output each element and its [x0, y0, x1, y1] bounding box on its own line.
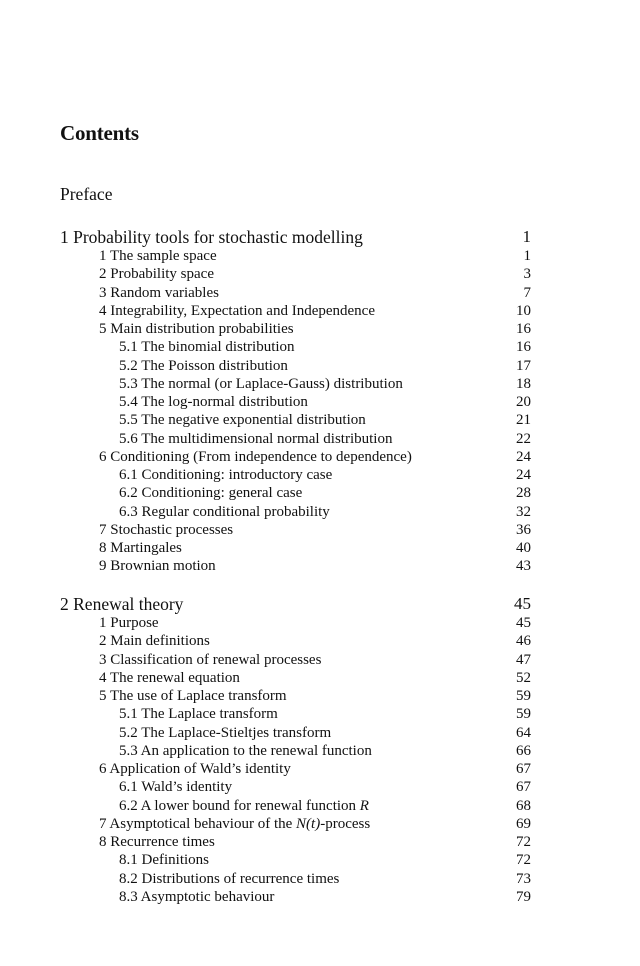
entry-title: 5.2 The Laplace-Stieltjes transform	[119, 724, 332, 741]
entry-title: 1 The sample space	[99, 248, 217, 264]
toc-section[interactable]	[0, 632, 640, 650]
toc-subsection[interactable]	[0, 466, 640, 484]
toc-section[interactable]	[0, 614, 640, 632]
toc-subsection[interactable]	[0, 724, 640, 742]
entry-title: 5.3 An application to the renewal function	[119, 742, 372, 759]
toc-subsection[interactable]	[0, 503, 640, 521]
entry-title: 5.1 The Laplace transform	[119, 706, 278, 723]
entry-title: 5 The use of Laplace transform	[99, 688, 287, 704]
toc-subsection[interactable]	[0, 411, 640, 429]
page-number: 43	[516, 558, 531, 575]
toc-section[interactable]	[0, 669, 640, 687]
entry-title: 5.5 The negative exponential distribution	[119, 412, 366, 429]
toc-chapter-heading[interactable]	[0, 594, 640, 614]
page-number: 69	[516, 815, 531, 832]
page-number: 67	[516, 779, 531, 796]
page-number: 79	[516, 888, 531, 905]
page-number: 21	[516, 412, 531, 429]
page-number: 28	[516, 485, 531, 502]
entry-title: 1 Purpose	[99, 615, 159, 631]
entry-title: 5.2 The Poisson distribution	[119, 357, 288, 374]
entry-title: 5 Main distribution probabilities	[99, 321, 294, 337]
entry-title: 9 Brownian motion	[99, 558, 216, 575]
page-number: 1	[522, 227, 531, 246]
page-number: 3	[523, 266, 531, 283]
entry-title: 8.3 Asymptotic behaviour	[119, 888, 275, 905]
toc-section[interactable]	[0, 815, 640, 833]
toc-chapter-2	[0, 594, 640, 906]
entry-title-math: R	[359, 797, 369, 814]
entry-title: 5.3 The normal (or Laplace-Gauss) distribution	[119, 375, 403, 392]
page-number: 36	[516, 521, 531, 538]
entry-title: 6 Application of Wald’s identity	[99, 761, 291, 777]
page-number: 66	[516, 742, 531, 759]
entry-title: 2 Renewal theory	[60, 594, 184, 614]
toc-section[interactable]	[0, 539, 640, 557]
toc-subsection[interactable]	[0, 870, 640, 888]
page-number: 68	[516, 797, 531, 814]
page-number: 17	[516, 357, 531, 374]
page-number: 59	[516, 688, 531, 704]
entry-title: 6.1 Conditioning: introductory case	[119, 467, 333, 483]
entry-title: 7 Asymptotical behaviour of the N(t)-process	[99, 815, 371, 832]
entry-title: 6 Conditioning (From independence to dependence)	[99, 448, 412, 465]
page-number: 22	[516, 430, 531, 447]
entry-title: 5.4 The log-normal distribution	[119, 394, 308, 410]
toc-subsection[interactable]	[0, 778, 640, 796]
entry-title: 2 Main definitions	[99, 633, 210, 650]
toc-section[interactable]	[0, 284, 640, 302]
page-number: 7	[523, 284, 531, 301]
toc-section[interactable]	[0, 687, 640, 705]
entry-title: 6.1 Wald’s identity	[119, 779, 233, 796]
page-number: 46	[516, 633, 531, 650]
entry-title: 6.3 Regular conditional probability	[119, 503, 330, 520]
entry-title: 1 Probability tools for stochastic modelling	[60, 227, 363, 247]
entry-title: 3 Random variables	[99, 284, 219, 301]
page-title: Contents	[60, 121, 139, 145]
toc-section[interactable]	[0, 448, 640, 466]
entry-title: 8 Recurrence times	[99, 834, 215, 850]
toc-subsection[interactable]	[0, 484, 640, 502]
page-number: 24	[516, 448, 531, 465]
page-number: 72	[516, 834, 531, 850]
page-number: 45	[516, 615, 531, 631]
page-number: 73	[516, 870, 531, 887]
toc-section[interactable]	[0, 265, 640, 283]
toc-subsection[interactable]	[0, 430, 640, 448]
toc-subsection[interactable]	[0, 797, 640, 815]
entry-title: 8.2 Distributions of recurrence times	[119, 870, 340, 887]
page-number: 72	[516, 852, 531, 869]
page-number: 1	[523, 248, 531, 264]
toc-subsection[interactable]	[0, 851, 640, 869]
entry-title: 3 Classification of renewal processes	[99, 651, 322, 668]
page-number: 64	[516, 724, 531, 741]
entry-title: 7 Stochastic processes	[99, 521, 234, 538]
entry-title: 6.2 Conditioning: general case	[119, 485, 303, 502]
toc-preface[interactable]: Preface	[60, 184, 113, 204]
toc-subsection[interactable]	[0, 888, 640, 906]
page-number: 52	[516, 669, 531, 686]
page-number: 20	[516, 394, 531, 410]
entry-title: 4 The renewal equation	[99, 669, 240, 686]
toc-subsection[interactable]	[0, 705, 640, 723]
entry-title: 8 Martingales	[99, 540, 182, 556]
entry-title: 5.1 The binomial distribution	[119, 339, 295, 356]
toc-section[interactable]	[0, 521, 640, 539]
toc-section[interactable]	[0, 320, 640, 338]
page-number: 47	[516, 651, 531, 668]
toc-subsection[interactable]	[0, 393, 640, 411]
toc-section[interactable]	[0, 302, 640, 320]
entry-title: 5.6 The multidimensional normal distribution	[119, 430, 393, 447]
toc-section[interactable]	[0, 833, 640, 851]
page-number: 24	[516, 467, 531, 483]
toc-chapter-1	[0, 227, 640, 576]
toc-subsection[interactable]	[0, 375, 640, 393]
page-number: 16	[516, 321, 531, 337]
toc-subsection[interactable]	[0, 338, 640, 356]
page-number: 59	[516, 706, 531, 723]
page-number: 16	[516, 339, 531, 356]
page-number: 67	[516, 761, 531, 777]
page-number: 18	[516, 375, 531, 392]
page-number: 10	[516, 302, 531, 319]
page-number: 32	[516, 503, 531, 520]
entry-title: 4 Integrability, Expectation and Independence	[99, 302, 375, 319]
page-number: 40	[516, 540, 531, 556]
toc-subsection[interactable]	[0, 742, 640, 760]
toc-subsection[interactable]	[0, 357, 640, 375]
entry-title: 6.2 A lower bound for renewal function R	[119, 797, 369, 814]
toc-section[interactable]	[0, 247, 640, 265]
toc-section[interactable]	[0, 760, 640, 778]
entry-title-math: N(t)	[296, 815, 321, 832]
page-number: 45	[514, 594, 531, 613]
toc-section[interactable]	[0, 651, 640, 669]
toc-chapter-heading[interactable]	[0, 227, 640, 247]
entry-title: 8.1 Definitions	[119, 852, 209, 869]
entry-title: 2 Probability space	[99, 266, 214, 283]
toc-section[interactable]	[0, 557, 640, 575]
